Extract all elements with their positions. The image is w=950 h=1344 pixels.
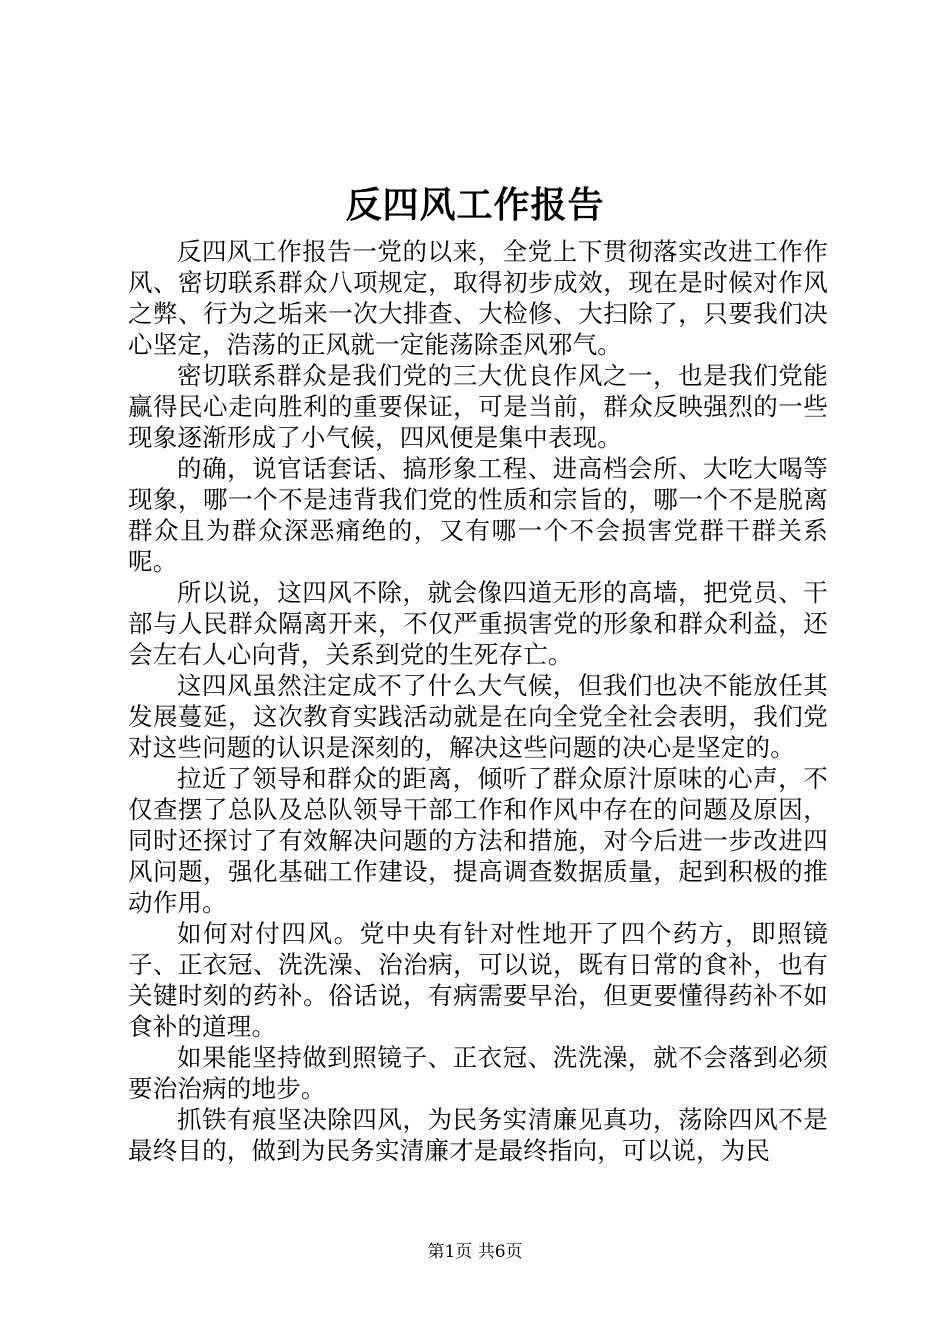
paragraph: 这四风虽然注定成不了什么大气候，但我们也决不能放任其发展蔓延，这次教育实践活动就是在向全党全社会表明，我们党对这些问题的认识是深刻的，解决这些问题的决心是坚定的。 <box>128 671 828 762</box>
document-title: 反四风工作报告 <box>345 184 605 226</box>
paragraph: 如果能坚持做到照镜子、正衣冠、洗洗澡，就不会落到必须要治治病的地步。 <box>128 1043 828 1103</box>
paragraph: 所以说，这四风不除，就会像四道无形的高墙，把党员、干部与人民群众隔离开来，不仅严重损害党的形象和群众利益，还会左右人心向背，关系到党的生死存亡。 <box>128 578 828 669</box>
paragraph: 抓铁有痕坚决除四风，为民务实清廉见真功，荡除四风不是最终目的，做到为民务实清廉才是最终指向，可以说，为民 <box>128 1105 828 1165</box>
paragraph: 的确，说官话套话、搞形象工程、进高档会所、大吃大喝等现象，哪一个不是违背我们党的性质和宗旨的，哪一个不是脱离群众且为群众深恶痛绝的，又有哪一个不会损害党群干群关系呢。 <box>128 454 828 576</box>
page-number-footer: 第1页 共6页 <box>427 1242 523 1262</box>
paragraph: 密切联系群众是我们党的三大优良作风之一，也是我们党能赢得民心走向胜利的重要保证，可是当前，群众反映强烈的一些现象逐渐形成了小气候，四风便是集中表现。 <box>128 361 828 452</box>
paragraph: 反四风工作报告一党的以来，全党上下贯彻落实改进工作作风、密切联系群众八项规定，取得初步成效，现在是时候对作风之弊、行为之垢来一次大排查、大检修、大扫除了，只要我们决心坚定，浩荡的正风就一定能荡除歪风邪气。 <box>128 237 828 359</box>
paragraph: 拉近了领导和群众的距离，倾听了群众原汁原味的心声，不仅查摆了总队及总队领导干部工作和作风中存在的问题及原因，同时还探讨了有效解决问题的方法和措施，对今后进一步改进四风问题，强化基础工作建设，提高调查数据质量，起到积极的推动作用。 <box>128 764 828 917</box>
document-body <box>128 236 828 1166</box>
paragraph: 如何对付四风。党中央有针对性地开了四个药方，即照镜子、正衣冠、洗洗澡、治治病，可以说，既有日常的食补，也有关键时刻的药补。俗话说，有病需要早治，但更要懂得药补不如食补的道理。 <box>128 919 828 1041</box>
